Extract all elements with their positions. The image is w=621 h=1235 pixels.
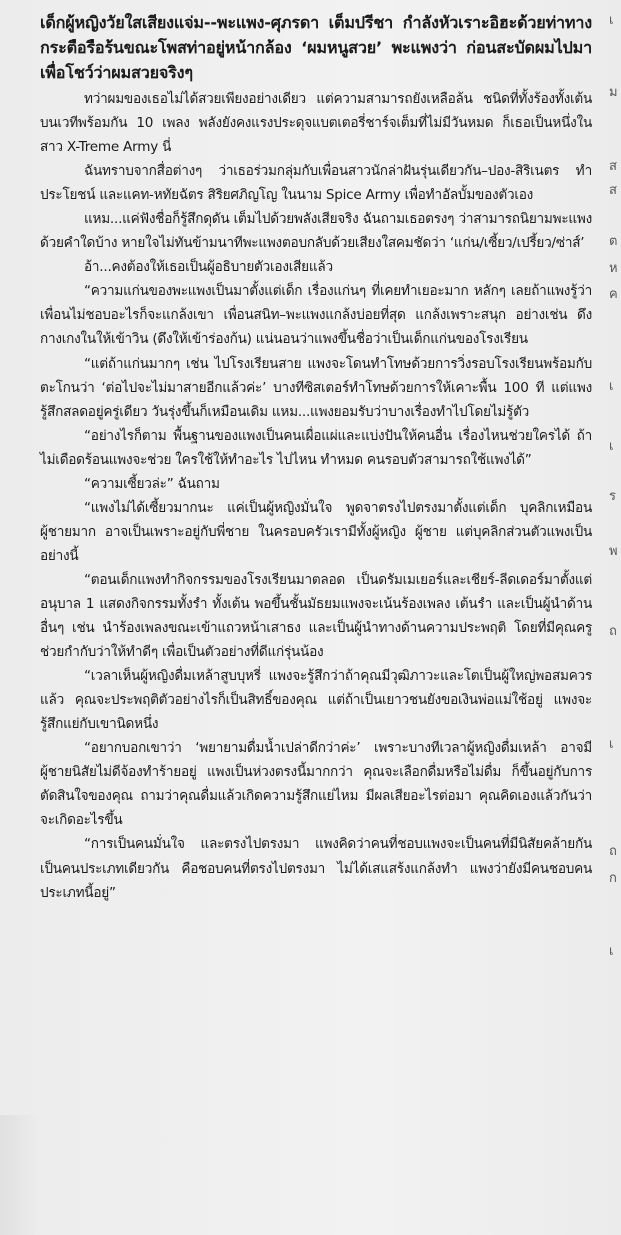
edge-glyph: เ xyxy=(609,13,614,28)
edge-glyph: ถ xyxy=(609,844,617,859)
edge-glyph: เ xyxy=(609,737,614,752)
article-column xyxy=(40,10,592,905)
next-column-edge xyxy=(609,0,621,1235)
edge-glyph: ส xyxy=(609,159,617,174)
body-paragraph: “แพงไม่ได้เซี้ยวมากนะ แค่เป็นผู้หญิงมั่นใจ พูดจาตรงไปตรงมาตั้งแต่เด็ก บุคลิกเหมือนผู้ชายมาก อาจเป็นเพราะอยู่กับพี่ชาย ในครอบครัวเรามีทั้งผู้หญิง ผู้ชาย แต่บุคลิกส่วนตัวแพงเป็นอย่างนี้ xyxy=(40,499,592,564)
body-paragraph: ทว่าผมของเธอไม่ได้สวยเพียงอย่างเดียว แต่ความสามารถยังเหลือล้น ชนิดที่ทั้งร้องทั้งเต้นบนเวทีพร้อมกัน 10 เพลง พลังยังคงแรงประดุจแบตเตอรี่ชาร์จเต็มที่ไม่มีวันหมด ก็เธอเป็นหนึ่งในสาว X-Treme Army นี่ xyxy=(40,91,592,156)
body-paragraph: ฉันทราบจากสื่อต่างๆ ว่าเธอร่วมกลุ่มกับเพื่อนสาวนักล่าฝันรุ่นเดียวกัน–ปอง-สิริเนตร ทำประโยชน์ และแคท-หทัยฉัตร สิริยศภิญโญ ในนาม Spice Army เพื่อทำอัลบั้มของตัวเอง xyxy=(40,163,592,204)
lead-paragraph: เด็กผู้หญิงวัยใสเสียงแจ่ม--พะแพง-ศุภรดา เต็มปรีชา กำลังหัวเราะอิฮะด้วยท่าทางกระตือรือร้นขณะโพสท่าอยู่หน้ากล้อง ‘ผมหนูสวย’ พะแพงว่า ก่อนสะบัดผมไปมาเพื่อโชว์ว่าผมสวยจริงๆ xyxy=(40,13,592,82)
edge-glyph: ก xyxy=(609,871,617,886)
edge-glyph: เ xyxy=(609,379,614,394)
edge-glyph: พ xyxy=(609,544,618,559)
scan-shadow xyxy=(0,1115,40,1235)
body-paragraph: “อย่างไรก็ตาม พื้นฐานของแพงเป็นคนเผื่อแผ่และแบ่งปันให้คนอื่น เรื่องไหนช่วยใครได้ ถ้าไม่เดือดร้อนแพงจะช่วย ใครใช้ให้ทำอะไร ไปไหน ทำหมด คนรอบตัวสามารถใช้แพงได้” xyxy=(40,427,592,468)
edge-glyph: ม xyxy=(609,85,618,100)
edge-glyph: เ xyxy=(609,439,614,454)
edge-glyph: เ xyxy=(609,944,614,959)
body-paragraph: “แต่ถ้าแก่นมากๆ เช่น ไปโรงเรียนสาย แพงจะโดนทำโทษด้วยการวิ่งรอบโรงเรียนพร้อมกับตะโกนว่า ‘ต่อไปจะไม่มาสายอีกแล้วค่ะ’ บางทีซิสเตอร์ทำโทษด้วยการให้เคาะพื้น 100 ที แต่แพงรู้สึกสลดอยู่ครู่เดียว วันรุ่งขึ้นก็เหมือนเดิม แหม...แพงยอมรับว่าบางเรื่องทำไปโดยไม่รู้ตัว xyxy=(40,355,592,420)
body-paragraph: “อยากบอกเขาว่า ‘พยายามดื่มน้ำเปล่าดีกว่าค่ะ’ เพราะบางทีเวลาผู้หญิงดื่มเหล้า อาจมีผู้ชายนิสัยไม่ดีจ้องทำร้ายอยู่ แพงเป็นห่วงตรงนี้มากกว่า คุณจะเลือกดื่มหรือไม่ดื่ม ก็ขึ้นอยู่กับการตัดสินใจของคุณ ถามว่าคุณดื่มแล้วเกิดความรู้สึกแย่ไหม มีผลเสียอะไรต่อมา คุณคิดเองแล้วกันว่าจะเกิดอะไรขึ้น xyxy=(40,740,592,829)
body-paragraph: “ความแก่นของพะแพงเป็นมาตั้งแต่เด็ก เรื่องแก่นๆ ที่เคยทำเยอะมาก หลักๆ เลยถ้าแพงรู้ว่าเพื่อนไม่ชอบอะไรก็จะแกล้งเขา เพื่อนสนิท–พะแพงแกล้งบ่อยที่สุด แกล้งเพราะสนุก อย่างเช่น ดึงกางเกงในให้เข้าวิน (ดึงให้เข้าร่องก้น) แน่นอนว่าแพงขึ้นชื่อว่าเป็นเด็กแก่นของโรงเรียน xyxy=(40,283,592,348)
edge-glyph: ค xyxy=(609,287,618,302)
body-paragraph: แหม...แค่ฟังชื่อก็รู้สึกดุดัน เต็มไปด้วยพลังเสียจริง ฉันถามเธอตรงๆ ว่าสามารถนิยามพะแพงด้วยคำใดบ้าง หายใจไม่ทันข้ามนาทีพะแพงตอบกลับด้วยเสียงใสคมชัดว่า ‘แก่น/เซี้ยว/เปรี้ยว/ซ่าส์’ xyxy=(40,211,592,252)
edge-glyph: ส xyxy=(609,183,617,198)
edge-glyph: ห xyxy=(609,261,618,276)
body-paragraph: “ความเซี้ยวล่ะ” ฉันถาม xyxy=(84,475,220,492)
body-paragraph: “เวลาเห็นผู้หญิงดื่มเหล้าสูบบุหรี่ แพงจะรู้สึกว่าถ้าคุณมีวุฒิภาวะและโตเป็นผู้ใหญ่พอสมควรแล้ว คุณจะประพฤติตัวอย่างไรก็เป็นสิทธิ์ของคุณ แต่ถ้าเป็นเยาวชนยังขอเงินพ่อแม่ใช้อยู่ แพงจะรู้สึกแย่กับเขานิดหนึ่ง xyxy=(40,668,592,733)
edge-glyph: ถ xyxy=(609,624,617,639)
body-paragraph: “ตอนเด็กแพงทำกิจกรรมของโรงเรียนมาตลอด เป็นดรัมเมเยอร์และเชียร์-ลีดเดอร์มาตั้งแต่อนุบาล 1 แสดงกิจกรรมทั้งรำ ทั้งเต้น พอขึ้นชั้นมัธยมแพงจะเน้นร้องเพลง เต้นรำ และเป็นผู้นำด้านอื่นๆ เช่น นำร้องเพลงขณะเข้าแถวหน้าเสาธง และเป็นผู้นำทางด้านความประพฤติ โดยที่มีคุณครูช่วยกำกับว่าให้ทำดีๆ เพื่อเป็นตัวอย่างที่ดีแก่รุ่นน้อง xyxy=(40,571,592,661)
edge-glyph: ต xyxy=(609,234,618,249)
edge-glyph: ร xyxy=(609,489,616,504)
body-paragraph: “การเป็นคนมั่นใจ และตรงไปตรงมา แพงคิดว่าคนที่ชอบแพงจะเป็นคนที่มีนิสัยคล้ายกัน เป็นคนประเภทเดียวกัน คือชอบคนที่ตรงไปตรงมา ไม่ได้เสแสร้งแกล้งทำ แพงว่ายังมีคนชอบคนประเภทนี้อยู่” xyxy=(40,836,592,901)
body-paragraph: อ้า...คงต้องให้เธอเป็นผู้อธิบายตัวเองเสียแล้ว xyxy=(84,259,333,276)
